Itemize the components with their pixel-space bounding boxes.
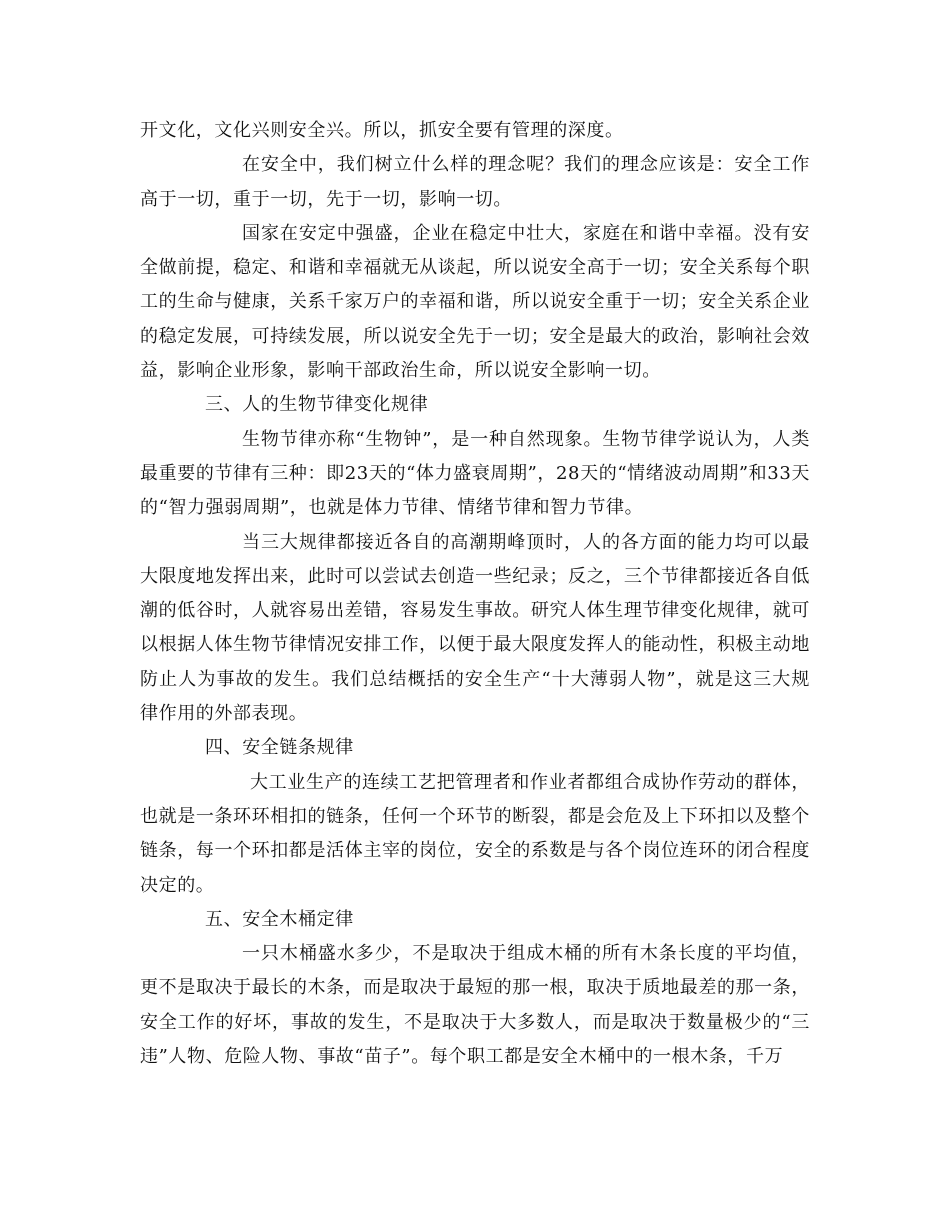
paragraph: 一只木桶盛水多少，不是取决于组成木桶的所有木条长度的平均值，更不是取决于最长的木条，而是取决于最短的那一根，取决于质地最差的那一条，安全工作的好坏，事故的发生，不是取决于大多数人，而是取决于数量极少的“三违”人物、危险人物、事故“苗子”。每个职工都是安全木桶中的一根木条，千万 (140, 943, 810, 1068)
paragraph: 当三大规律都接近各自的高潮期峰顶时，人的各方面的能力均可以最大限度地发挥出来，此时可以尝试去创造一些纪录；反之，三个节律都接近各自低潮的低谷时，人就容易出差错，容易发生事故。研究人体生理节律变化规律，就可以根据人体生物节律情况安排工作，以便于最大限度发挥人的能动性，积极主动地防止人为事故的发生。我们总结概括的安全生产“十大薄弱人物”，就是这三大规律作用的外部表现。 (140, 531, 810, 725)
section-heading: 五、安全木桶定律 (205, 908, 354, 930)
section-heading: 三、人的生物节律变化规律 (205, 394, 429, 416)
paragraph: 大工业生产的连续工艺把管理者和作业者都组合成协作劳动的群体，也就是一条环环相扣的链条，任何一个环节的断裂，都是会危及上下环扣以及整个链条，每一个环扣都是活体主宰的岗位，安全的系数是与各个岗位连环的闭合程度决定的。 (140, 771, 810, 896)
document-body (140, 114, 810, 1074)
paragraph: 开文化，文化兴则安全兴。所以，抓安全要有管理的深度。 (140, 120, 624, 141)
paragraph: 国家在安定中强盛，企业在稳定中壮大，家庭在和谐中幸福。没有安全做前提，稳定、和谐和幸福就无从谈起，所以说安全高于一切；安全关系每个职工的生命与健康，关系千家万户的幸福和谐，所以说安全重于一切；安全关系企业的稳定发展，可持续发展，所以说安全先于一切；安全是最大的政治，影响社会效益，影响企业形象，影响干部政治生命，所以说安全影响一切。 (140, 222, 810, 382)
paragraph: 生物节律亦称“生物钟”，是一种自然现象。生物节律学说认为，人类最重要的节律有三种：即23天的“体力盛衰周期”，28天的“情绪波动周期”和33天的“智力强弱周期”，也就是体力节律、情绪节律和智力节律。 (140, 428, 810, 519)
section-heading: 四、安全链条规律 (205, 737, 354, 759)
paragraph: 在安全中，我们树立什么样的理念呢？我们的理念应该是：安全工作高于一切，重于一切，先于一切，影响一切。 (140, 154, 810, 210)
